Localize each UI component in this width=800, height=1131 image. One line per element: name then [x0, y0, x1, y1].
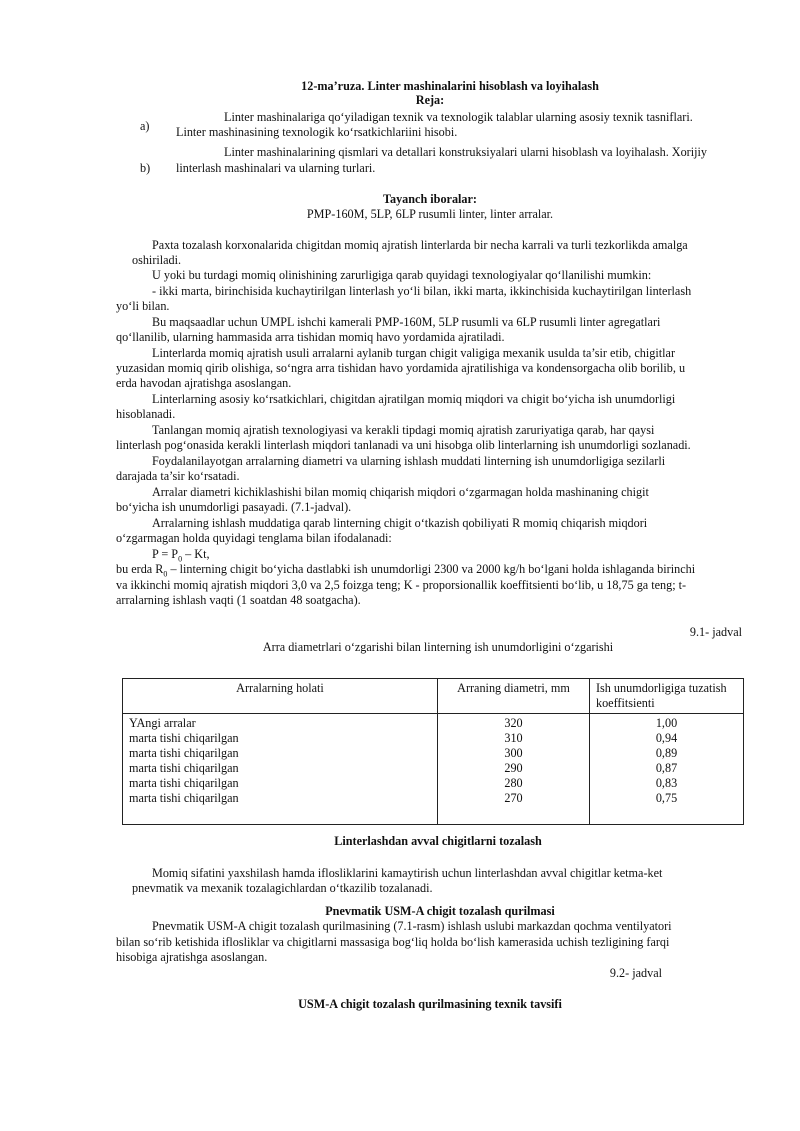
table-header-cell: Ish unumdorligiga tuzatish koeffitsienti	[589, 679, 743, 714]
table1-caption: Arra diametrlari o‘zgarishi bilan linterning ish unumdorligini o‘zgarishi	[262, 640, 614, 654]
table-cell: 1,00	[655, 716, 678, 730]
where-sub: 0	[163, 569, 168, 579]
table-cell: 290	[504, 761, 523, 775]
para-5-line2: yuzasidan momiq qirib olishiga, so‘ngra arra tishidan havo yordamida ajratilishiga va kondensorgacha olib borilib, u	[116, 361, 686, 375]
table-header-cell: Arraning diametri, mm	[438, 679, 590, 714]
table-header-row	[123, 679, 744, 714]
section3-heading: Pnevmatik USM-A chigit tozalash qurilmasi	[325, 904, 555, 918]
page-title: 12-ma’ruza. Linter mashinalarini hisoblash va loyihalash	[301, 79, 599, 93]
table-cell: marta tishi chiqarilgan	[129, 776, 239, 790]
table-cell: 0,94	[655, 731, 678, 745]
section2-line2: pnevmatik va mexanik tozalagichlardan o‘tkazilib tozalanadi.	[132, 881, 433, 895]
section2-line1: Momiq sifatini yaxshilash hamda iflosliklаrini kamaytirish uchun linterlashdan avval chigitlar ketma-ket	[152, 866, 663, 880]
where-line2: va ikkinchi momiq ajratish miqdori 3,0 va 2,5 foizga teng; K - proporsionallik koeffitsienti bo‘lib, u 18,75 ga teng; t-	[116, 578, 687, 592]
plan-item-a-line2: Linter mashinasining texnologik ko‘rsatkichlariini hisobi.	[176, 125, 458, 139]
table-cell: 300	[504, 746, 523, 760]
key-heading: Tayanch iboralar:	[382, 192, 477, 206]
table-cell: marta tishi chiqarilgan	[129, 746, 239, 760]
table-cell: 0,89	[655, 746, 678, 760]
table-cell: 270	[504, 791, 523, 805]
plan-marker-b: b)	[140, 161, 151, 175]
table1-number: 9.1- jadval	[689, 625, 742, 639]
table-cell: 0,87	[655, 761, 678, 775]
formula-rhs: – Kt,	[182, 547, 210, 561]
para-6-line2: hisoblanadi.	[116, 407, 176, 421]
table-cell: marta tishi chiqarilgan	[129, 791, 239, 805]
formula-sub: 0	[178, 554, 183, 564]
plan-item-b-line1: Linter mashinalarining qismlari va detallari konstruksiyalari ularni hisoblash va loyihalash. Xorijiy	[224, 145, 707, 159]
plan-item-b-line2: linterlash mashinalari va ularning turlari.	[176, 161, 376, 175]
plan-item-a-line1: Linter mashinalariga qo‘yiladigan texnik va texnologik talablar ularning asosiy texnik tasniflari.	[224, 110, 693, 124]
para-10-line1: Arralarning ishlash muddatiga qarab linterning chigit o‘tkazish qobiliyati R momiq chiqarish miqdori	[152, 516, 648, 530]
formula-lhs: P = P	[152, 547, 179, 561]
table-cell: 0,75	[655, 791, 678, 805]
para-10-line2: o‘zgarmagan holda quyidagi tenglama bilan ifodalanadi:	[116, 531, 392, 545]
para-1-line1: Paxta tozalash korxonalarida chigitdan momiq ajratish linterlarda bir necha karrali va turli tezkorlikda amalga	[152, 238, 688, 252]
table-body	[123, 714, 744, 825]
para-8-line2: darajada ta’sir ko‘rsatadi.	[116, 469, 240, 483]
table-cell: 310	[504, 731, 523, 745]
para-6-line1: Linterlarning asosiy ko‘rsatkichlari, chigitdan ajratilgan momiq miqdori va chigit bo‘yicha ish unumdorligi	[152, 392, 676, 406]
para-9-line2: bo‘yicha ish unumdorligi pasayadi. (7.1-jadval).	[116, 500, 352, 514]
key-text: PMP-160M, 5LP, 6LP rusumli linter, linter arralar.	[306, 207, 554, 221]
table2-number: 9.2- jadval	[609, 966, 662, 980]
where-line1b: – linterning chigit bo‘yicha dastlabki ish unumdorligi 2300 va 2000 kg/h bo‘lgani holda ishlaganda birinchi	[167, 562, 696, 576]
table1	[122, 678, 744, 825]
table-cell: marta tishi chiqarilgan	[129, 761, 239, 775]
plan-marker-a: a)	[140, 119, 150, 133]
table-cell: 0,83	[655, 776, 678, 790]
para-2-line1: U yoki bu turdagi momiq olinishining zarurligiga qarab quyidagi texnologiyalar qo‘llanilishi mumkin:	[152, 268, 652, 282]
section4-heading: USM-A chigit tozalash qurilmasining texnik tavsifi	[298, 997, 562, 1011]
plan-heading: Reja:	[415, 93, 445, 107]
section3-line1: Pnevmatik USM-A chigit tozalash qurilmasining (7.1-rasm) ishlash uslubi markazdan qochma ventilyatori	[152, 919, 672, 933]
para-3-line2: yo‘li bilan.	[116, 299, 170, 313]
para-7-line1: Tanlangan momiq ajratish texnologiyasi va kerakli tipdagi momiq ajratish zaruriyatiga qarab, har qaysi	[152, 423, 655, 437]
para-5-line3: erda havodan ajratishga asoslangan.	[116, 376, 292, 390]
section3-line3: hisobiga ajratishga asoslangan.	[116, 950, 268, 964]
section2-heading: Linterlashdan avval chigitlarni tozalash	[334, 834, 542, 848]
para-7-line2: linterlash pog‘onasida kerakli linterlash miqdori tanlanadi va uni hisobga olib linterlarning ish unumdorligi sozlanadi.	[116, 438, 691, 452]
table-header-cell: Arralarning holati	[123, 679, 438, 714]
para-9-line1: Arralar diametri kichiklashishi bilan momiq chiqarish miqdori o‘zgarmagan holda mashinaning chigit	[152, 485, 649, 499]
table-cell: marta tishi chiqarilgan	[129, 731, 239, 745]
para-8-line1: Foydalanilayotgan arralarning diametri va ularning ishlash muddati linterning ish unumdorligiga sezilarli	[152, 454, 666, 468]
table-cell: 280	[504, 776, 523, 790]
where-line3: arralarning ishlash vaqti (1 soatdan 48 soatgacha).	[116, 593, 361, 607]
where-line1a: bu erda R	[116, 562, 164, 576]
table-cell: YAngi arralar	[129, 716, 196, 730]
para-4-line1: Bu maqsaadlar uchun UMPL ishchi kamerali PMP-160M, 5LP rusumli va 6LP rusumli linter agregatlari	[152, 315, 661, 329]
table-cell: 320	[504, 716, 523, 730]
section3-line2: bilan so‘rib ketishida iflosliklаr va chigitlarni massasiga bog‘liq holda bo‘lish kamerasida uchish tezligining farqi	[116, 935, 670, 949]
para-3-line1: - ikki marta, birinchisida kuchaytirilgan linterlash yo‘li bilan, ikki marta, ikkinchisida kuchaytirilgan linterlash	[152, 284, 692, 298]
para-1-line2: oshiriladi.	[132, 253, 182, 267]
para-5-line1: Linterlarda momiq ajratish usuli arralarni aylanib turgan chigit valigiga mexanik usulda ta’sir etib, chigitlar	[152, 346, 676, 360]
para-4-line2: qo‘llanilib, ularning hammasida arra tishidan momiq havo yordamida ajratiladi.	[116, 330, 505, 344]
